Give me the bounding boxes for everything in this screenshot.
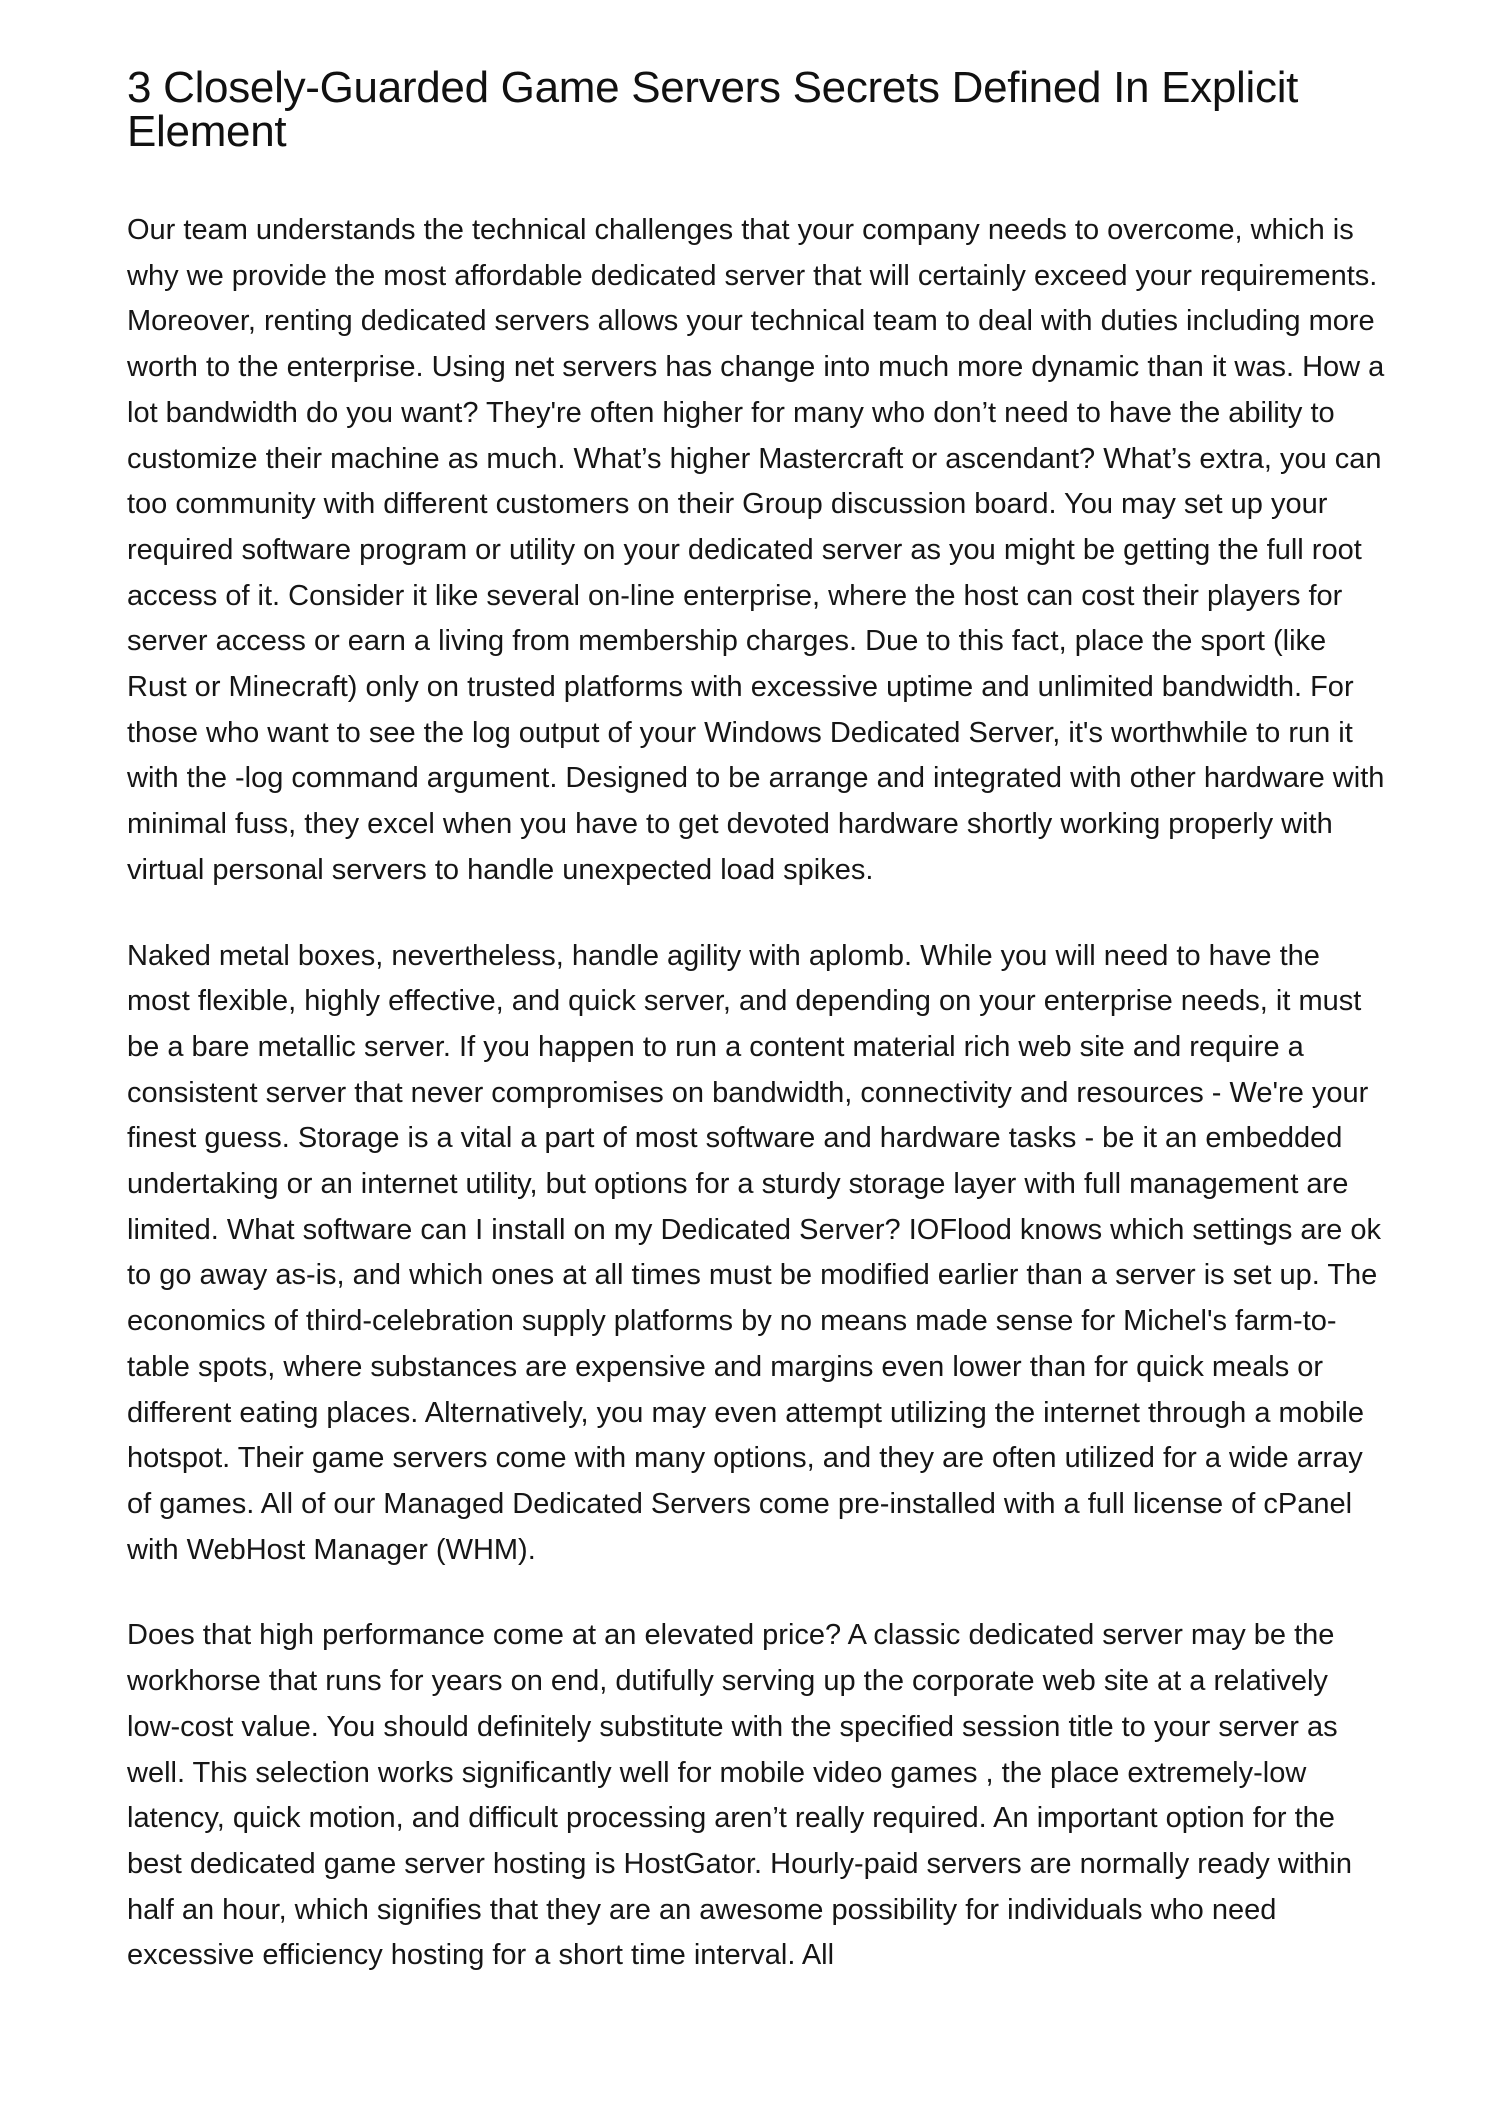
paragraph-3: Does that high performance come at an elevated price? A classic dedicated server may be the workhorse that runs for years on end, dutifully serving up the corporate web site at a relatively low-cost value. You should definitely substitute with the specified session title to your server as well. This selection works significantly well for mobile video games , the place extremely-low latency, quick motion, and difficult processing aren’t really required. An important option for the best dedicated game server hosting is HostGator. Hourly-paid servers are normally ready within half an hour, which signifies that they are an awesome possibility for individuals who need excessive efficiency hosting for a short time interval. All xyxy=(127,1619,1352,1972)
page-title: 3 Closely-Guarded Game Servers Secrets Defined In Explicit Element xyxy=(127,63,1299,156)
article-body xyxy=(127,208,1387,1979)
paragraph-2: Naked metal boxes, nevertheless, handle agility with aplomb. While you will need to have the most flexible, highly effective, and quick server, and depending on your enterprise needs, it must be a bare metallic server. If you happen to run a content material rich web site and require a consistent server that never compromises on bandwidth, connectivity and resources - We're your finest guess. Storage is a vital a part of most software and hardware tasks - be it an embedded undertaking or an internet utility, but options for a sturdy storage layer with full management are limited. What software can I install on my Dedicated Server? IOFlood knows which settings are ok to go away as-is, and which ones at all times must be modified earlier than a server is set up. The economics of third-celebration supply platforms by no means made sense for Michel's farm-to-table spots, where substances are expensive and margins even lower than for quick meals or different eating places. Alternatively, you may even attempt utilizing the internet through a mobile hotspot. Their game servers come with many options, and they are often utilized for a wide array of games. All of our Managed Dedicated Servers come pre-installed with a full license of cPanel with WebHost Manager (WHM). xyxy=(127,939,1381,1566)
paragraph-1: Our team understands the technical challenges that your company needs to overcome, which is why we provide the most affordable dedicated server that will certainly exceed your requirements. Moreover, renting dedicated servers allows your technical team to deal with duties including more worth to the enterprise. Using net servers has change into much more dynamic than it was. How a lot bandwidth do you want? They're often higher for many who don’t need to have the ability to customize their machine as much. What’s higher Mastercraft or ascendant? What’s extra, you can too community with different customers on their Group discussion board. You may set up your required software program or utility on your dedicated server as you might be getting the full root access of it. Consider it like several on-line enterprise, where the host can cost their players for server access or earn a living from membership charges. Due to this fact, place the sport (like Rust or Minecraft) only on trusted platforms with excessive uptime and unlimited bandwidth. For those who want to see the log output of your Windows Dedicated Server, it's worthwhile to run it with the -log command argument. Designed to be arrange and integrated with other hardware with minimal fuss, they excel when you have to get devoted hardware shortly working properly with virtual personal servers to handle unexpected load spikes. xyxy=(127,214,1385,886)
document-page xyxy=(127,63,1387,2019)
